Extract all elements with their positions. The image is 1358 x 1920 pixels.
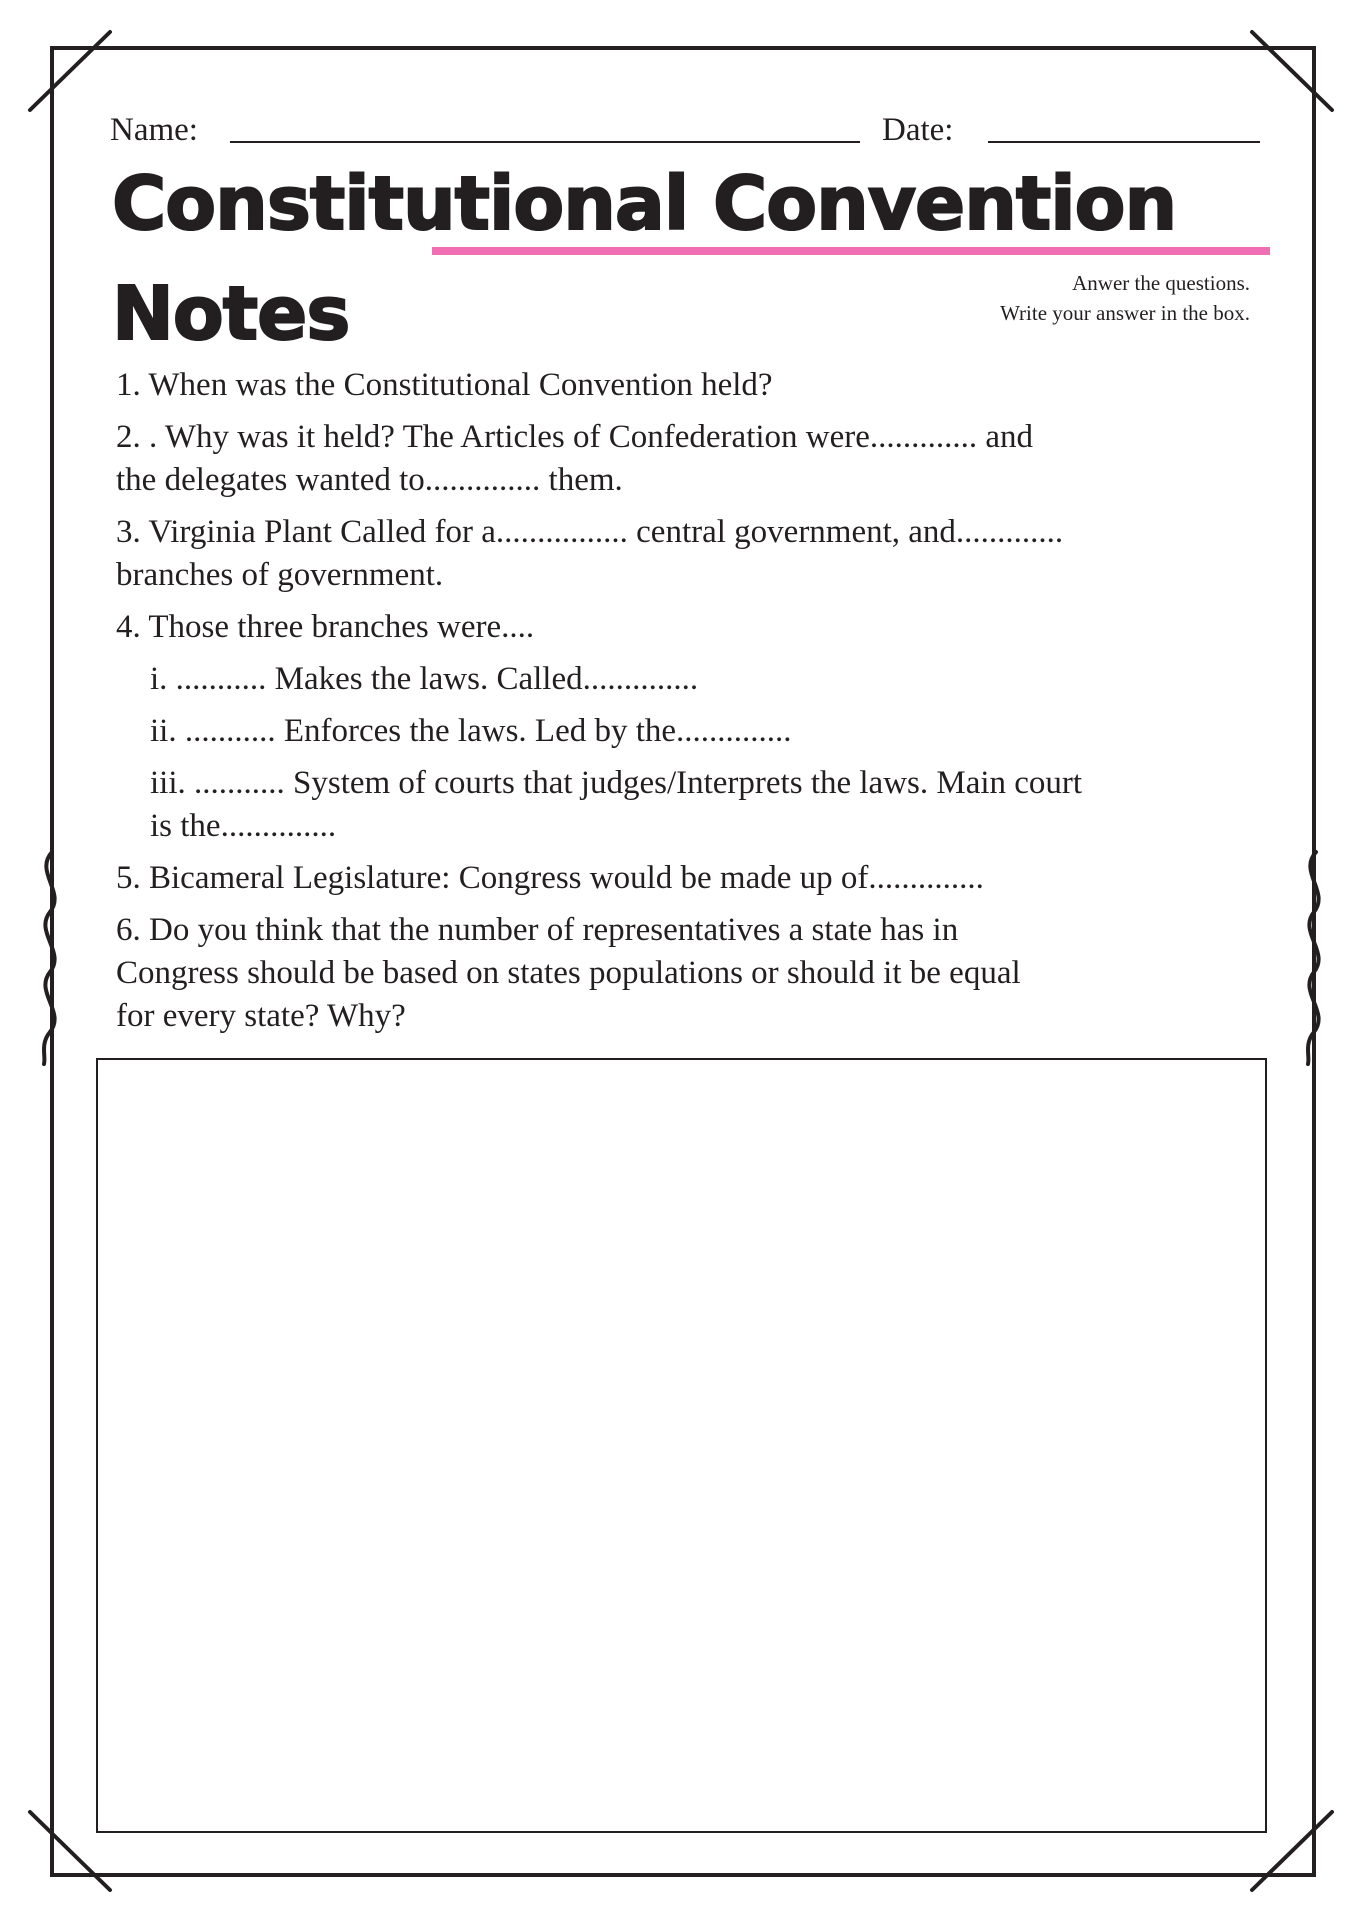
page-title-line-2: Notes — [112, 271, 350, 357]
side-squiggle-icon — [44, 852, 55, 1064]
corner-cross-icon — [30, 32, 110, 110]
question-4-item-iii: iii. ........... System of courts that judges/Interprets the laws. Main court is the.............. — [150, 765, 1083, 844]
page-title-line-1: Constitutional Convention — [112, 161, 1177, 247]
question-4: 4. Those three branches were.... — [116, 609, 535, 645]
date-field-line[interactable] — [988, 141, 1260, 143]
question-list — [116, 364, 1126, 1047]
date-label: Date: — [882, 112, 954, 148]
side-squiggle-icon — [1308, 852, 1319, 1064]
answer-box[interactable] — [96, 1058, 1267, 1833]
question-4-item-i: i. ........... Makes the laws. Called.............. — [150, 661, 699, 697]
question-3: 3. Virginia Plant Called for a................ central government, and............. branches of government. — [116, 514, 1064, 593]
instructions-line-1: Anwer the questions. — [1072, 271, 1250, 295]
question-1: 1. When was the Constitutional Convention held? — [116, 367, 773, 403]
instructions-line-2: Write your answer in the box. — [1000, 301, 1250, 325]
instructions — [1000, 268, 1250, 328]
title-underline-accent — [432, 247, 1270, 255]
corner-cross-icon — [1252, 32, 1332, 110]
question-2: 2. . Why was it held? The Articles of Confederation were............. and the delegates wanted to.............. them. — [116, 419, 1034, 498]
name-field-line[interactable] — [230, 141, 860, 143]
question-6: 6. Do you think that the number of representatives a state has in Congress should be based on states populations or should it be equal for every state? Why? — [116, 912, 1021, 1034]
question-4-item-ii: ii. ........... Enforces the laws. Led by the.............. — [150, 713, 792, 749]
name-label: Name: — [110, 112, 198, 148]
question-5: 5. Bicameral Legislature: Congress would be made up of.............. — [116, 860, 984, 896]
